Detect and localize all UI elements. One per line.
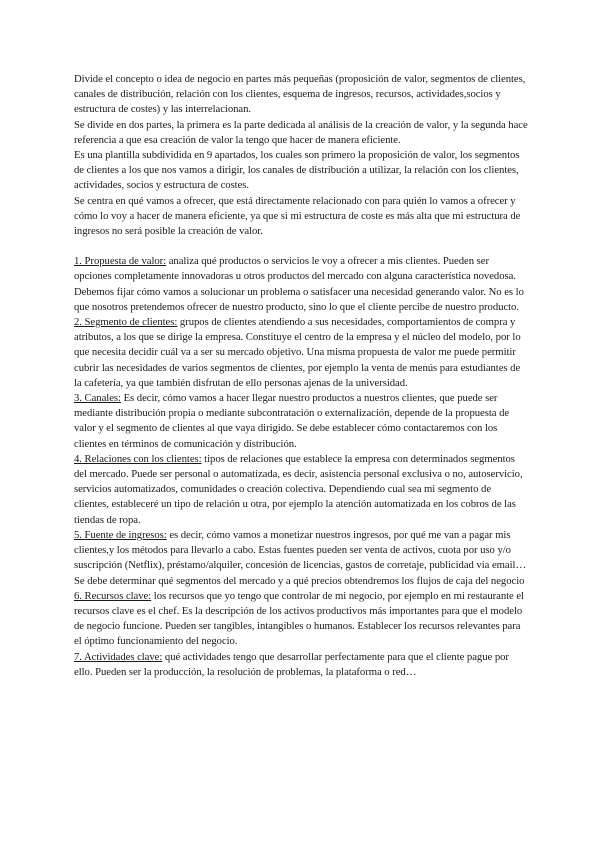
- paragraph-spacer: [74, 239, 528, 254]
- section-text: grupos de clientes atendiendo a sus necesidades, comportamientos de compra y atributos, a los que se dirige la empresa. Constituye el centro de la empresa y el núcleo del modelo, por lo que necesita decidir cuál va a ser su mercado objetivo. Una misma propuesta de valor me puede permitir cubrir las necesidades de varios segmentos de clientes, por ejemplo la venta de menús para estudiantes de la cafetería, ya que también disfrutan de ello personas ajenas de la universidad.: [74, 316, 521, 389]
- document-body: [74, 72, 528, 680]
- intro-paragraph-3: Es una plantilla subdividida en 9 apartados, los cuales son primero la proposición de valor, los segmentos de clientes a los que nos vamos a dirigir, los canales de distribución a utilizar, la relación con los clientes, actividades, socios y estructura de costes.: [74, 149, 520, 192]
- section-text: los recursos que yo tengo que controlar de mi negocio, por ejemplo en mi restaurante el recursos clave es el chef. Es la descripción de los activos productivos más importantes para que el modelo de negocio funcione. Pueden ser tangibles, intangibles o humanos. Establecer los recursos relevantes para el óptimo funcionamiento del negocio.: [74, 589, 524, 648]
- section-text: Es decir, cómo vamos a hacer llegar nuestro productos a nuestros clientes, que puede ser mediante distribución propia o mediante subcontratación o externalización, depende de la propuesta de valor y el segmento de clientes al que vaya dirigido. Se debe establecer cómo contactaremos con los clientes en términos de comunicación y distribución.: [74, 392, 510, 450]
- section-heading: 7. Actividades clave:: [74, 650, 163, 663]
- section-heading: 3. Canales:: [74, 392, 121, 405]
- intro-paragraph-4: Se centra en qué vamos a ofrecer, que está directamente relacionado con para quién lo vamos a ofrecer y cómo lo voy a hacer de manera eficiente, ya que si mi estructura de coste es más alta que mi estructura de ingresos no será posible la creación de valor.: [74, 194, 521, 238]
- section-actividades-clave: [74, 650, 528, 680]
- section-fuente-de-ingresos: [74, 528, 528, 589]
- section-text: qué actividades tengo que desarrollar perfectamente para que el cliente pague por ello. Pueden ser la producción, la resolución de problemas, la plataforma o red…: [74, 650, 509, 678]
- section-text: tipos de relaciones que establece la empresa con determinados segmentos del mercado. Puede ser personal o automatizada, es decir, asistencia personal exclusiva o no, autoservicio, servicios automatizados, comunidades o creación colectiva. Dependiendo cual sea mi segmento de clientes, estableceré un tipo de relación u otra, por ejemplo la atención automatizada en los cobros de las tiendas de ropa.: [74, 452, 523, 526]
- section-heading: 6. Recursos clave:: [74, 589, 152, 602]
- section-heading: 1. Propuesta de valor:: [74, 255, 167, 268]
- section-text: analiza qué productos o servicios le voy a ofrecer a mis clientes. Pueden ser opciones completamente innovadoras u otros productos del mercado con alguna característica novedosa. Debemos fijar cómo vamos a solucionar un problema o satisfacer una necesidad generando valor. No es lo que nosotros pretendemos ofrecer de nuestro producto, sino lo que el cliente percibe de nuestro producto.: [74, 255, 524, 313]
- section-canales: [74, 391, 528, 452]
- section-recursos-clave: [74, 589, 528, 650]
- intro-paragraph-2: Se divide en dos partes, la primera es la parte dedicada al análisis de la creación de valor, y la segunda hace referencia a que esa creación de valor la tengo que hacer de manera eficiente.: [74, 118, 528, 146]
- intro-paragraph-1: Divide el concepto o idea de negocio en partes más pequeñas (proposición de valor, segmentos de clientes, canales de distribución, relación con los clientes, esquema de ingresos, recursos, actividades,socios y estructura de costes) y las interrelacionan.: [74, 73, 526, 116]
- section-relaciones-con-los-clientes: [74, 452, 528, 528]
- section-heading: 4. Relaciones con los clientes:: [74, 452, 202, 465]
- section-text: es decir, cómo vamos a monetizar nuestros ingresos, por qué me van a pagar mis clientes,y los métodos para llevarlo a cabo. Estas fuentes pueden ser venta de activos, cuota por uso y/o suscripción (Netflix), préstamo/alquiler, concesión de licencias, gastos de corretaje, publicidad vía email… Se debe determinar qué segmentos del mercado y a qué precios obtendremos los flujos de caja del negocio: [74, 528, 527, 587]
- section-segmento-de-clientes: [74, 315, 528, 391]
- section-propuesta-de-valor: [74, 254, 528, 315]
- section-heading: 2. Segmento de clientes:: [74, 316, 178, 329]
- section-heading: 5. Fuente de ingresos:: [74, 528, 167, 541]
